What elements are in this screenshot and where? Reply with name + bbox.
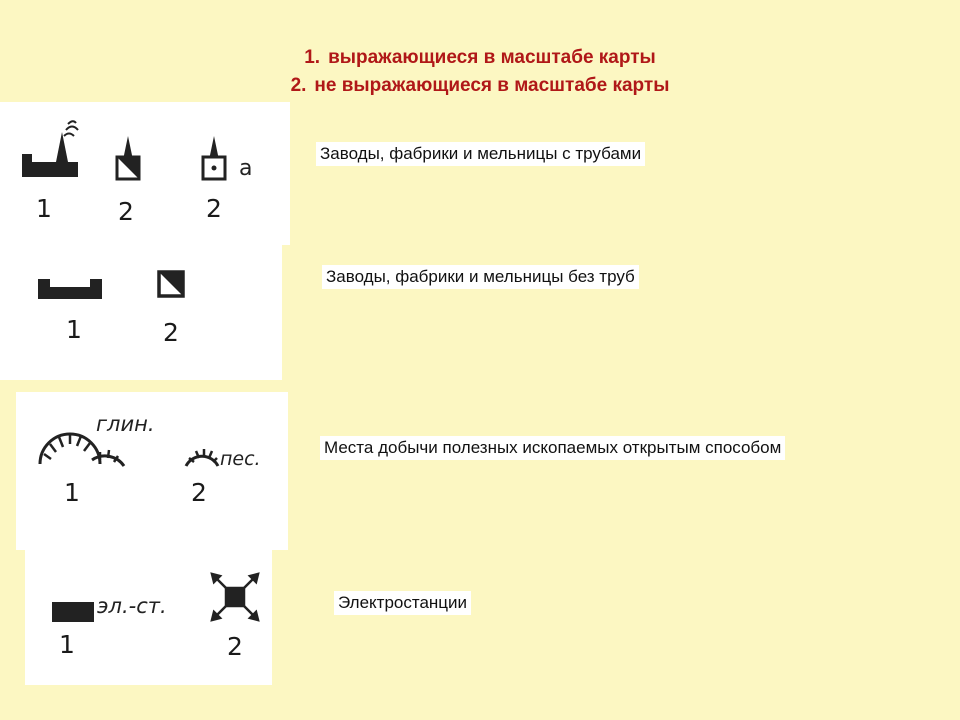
symbol-number: 2 <box>191 478 207 507</box>
legend-line-1: 1. выражающиеся в масштабе карты <box>304 47 656 68</box>
factory-no-chimney-symbols <box>0 245 282 380</box>
power-station-1-icon <box>52 602 94 622</box>
power-station-caption: эл.-ст. <box>97 594 167 618</box>
symbol-panel-factories-no-chimneys <box>0 245 282 380</box>
symbol-suffix: а <box>239 156 253 181</box>
row-label-factories-chimneys: Заводы, фабрики и мельницы с трубами <box>316 142 645 166</box>
symbol-panel-factories-chimneys <box>0 102 290 245</box>
factory-chimney-1-icon <box>22 121 78 177</box>
clay-pit-icon <box>40 434 124 466</box>
power-station-2-icon <box>212 574 258 620</box>
clay-caption: глин. <box>96 412 155 436</box>
symbol-panel-open-pit <box>16 392 288 550</box>
symbol-number: 1 <box>66 315 82 344</box>
symbol-panel-power-stations <box>25 550 272 685</box>
symbol-number: 1 <box>36 194 52 223</box>
symbol-number: 2 <box>118 197 134 226</box>
factory-chimney-2-icon <box>117 136 139 179</box>
symbol-number: 2 <box>227 632 243 661</box>
row-label-factories-no-chimneys: Заводы, фабрики и мельницы без труб <box>322 265 639 289</box>
symbol-number: 1 <box>64 478 80 507</box>
symbol-number: 1 <box>59 630 75 659</box>
factory-chimney-2a-icon <box>203 136 225 179</box>
row-label-power-stations: Электростанции <box>334 591 471 615</box>
row-label-open-pit: Места добычи полезных ископаемых открытым способом <box>320 436 785 460</box>
factory-no-chimney-2-icon <box>159 272 183 296</box>
sand-pit-icon <box>186 449 218 466</box>
factory-no-chimney-1-icon <box>38 279 102 299</box>
legend-line-2: 2. не выражающиеся в масштабе карты <box>290 75 670 96</box>
symbol-number: 2 <box>206 194 222 223</box>
sand-caption: пес. <box>220 448 261 470</box>
symbol-number: 2 <box>163 318 179 347</box>
